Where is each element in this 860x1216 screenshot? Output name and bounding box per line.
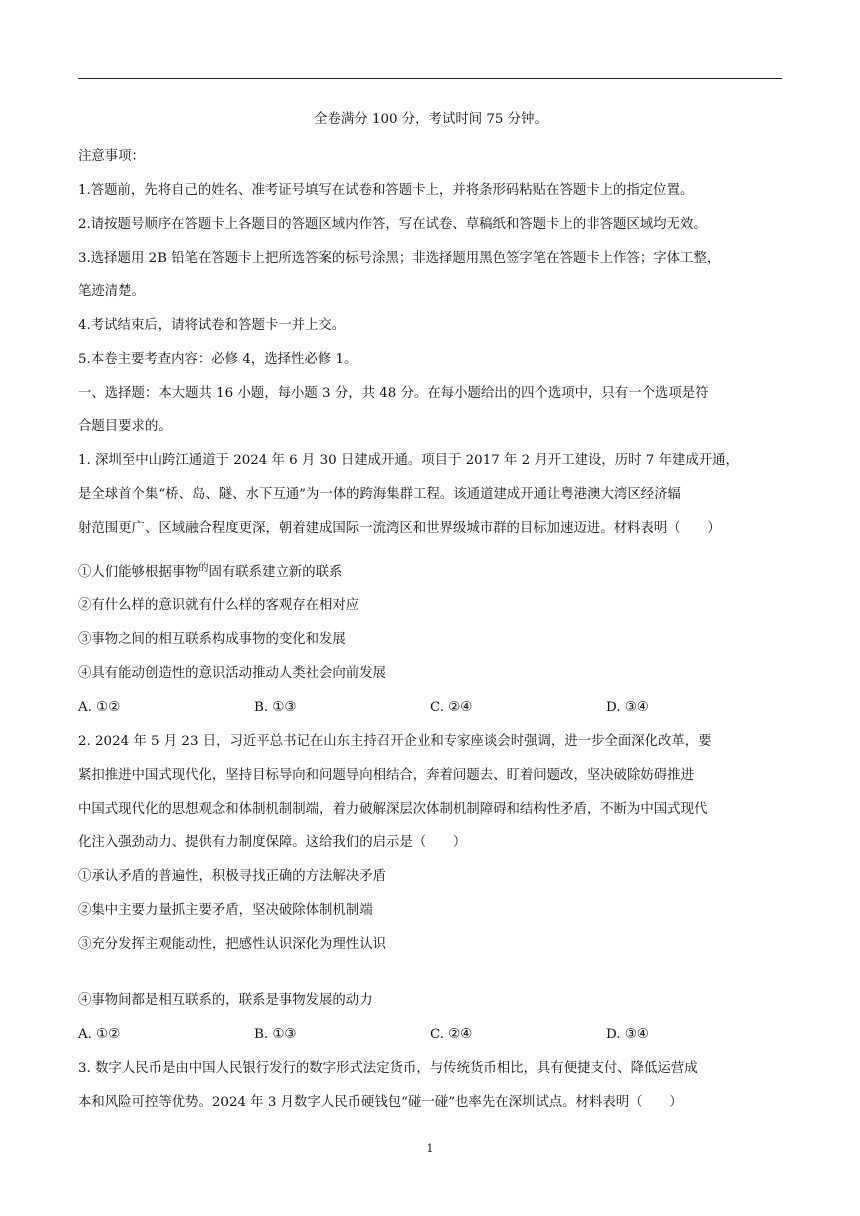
notice-item-1: 1.答题前，先将自己的姓名、准考证号填写在试卷和答题卡上，并将条形码粘贴在答题卡上的指定位置。	[78, 183, 694, 198]
q1-option-a: A. ①②	[78, 700, 121, 715]
notice-item-5: 5.本卷主要考查内容：必修 4，选择性必修 1。	[78, 352, 358, 367]
q1-statement-1	[78, 559, 784, 583]
score-time-line: 全卷满分 100 分，考试时间 75 分钟。	[314, 112, 548, 127]
q2-option-d: D. ③④	[606, 1027, 649, 1042]
q2-statement-2: ②集中主要力量抓主要矛盾，坚决破除体制机制端	[78, 903, 373, 918]
q2-statement-4: ④事物间都是相互联系的，联系是事物发展的动力	[78, 993, 373, 1008]
q1-statement-1-part-a: ①人们能够根据事物	[78, 565, 199, 580]
notice-item-3: 3.选择题用 2B 铅笔在答题卡上把所选答案的标号涂黑；非选择题用黑色签字笔在答题卡上作答；字体工整，	[78, 251, 721, 266]
section-heading-cont: 合题目要求的。	[78, 419, 172, 434]
q2-option-a: A. ①②	[78, 1027, 121, 1042]
page-number: 1	[426, 1142, 434, 1155]
q1-option-d: D. ③④	[606, 700, 649, 715]
notice-title: 注意事项：	[78, 149, 145, 164]
notice-item-4: 4.考试结束后，请将试卷和答题卡一并上交。	[78, 318, 346, 333]
q2-stem-line-4: 化注入强劲动力、提供有力制度保障。这给我们的启示是（ ）	[78, 835, 467, 850]
q2-stem-line-2: 紧扣推进中国式现代化，坚持目标导向和问题导向相结合，奔着问题去、盯着问题改，坚决破除妨碍推进	[78, 768, 694, 783]
q1-stem-line-2: 是全球首个集“桥、岛、隧、水下互通”为一体的跨海集群工程。该通道建成开通让粤港澳大湾区经济辐	[78, 487, 681, 502]
section-heading: 一、选择题：本大题共 16 小题，每小题 3 分，共 48 分。在每小题给出的四个选项中，只有一个选项是符	[78, 386, 709, 401]
notice-item-3-cont: 笔迹清楚。	[78, 284, 145, 299]
q2-statement-3: ③充分发挥主观能动性，把感性认识深化为理性认识	[78, 937, 386, 952]
q1-stem-line-3: 射范围更广、区域融合程度更深，朝着建成国际一流湾区和世界级城市群的目标加速迈进。材料表明（ ）	[78, 521, 721, 536]
q1-statement-1-part-b: 固有联系建立新的联系	[208, 565, 343, 580]
q2-option-b: B. ①③	[254, 1027, 297, 1042]
q1-statement-1-small: 的	[198, 563, 209, 574]
header-rule	[78, 78, 782, 79]
q2-stem-line-3: 中国式现代化的思想观念和体制机制制端，着力破解深层次体制机制障碍和结构性矛盾，不断为中国式现代	[78, 802, 708, 817]
q3-stem-line-1: 3. 数字人民币是由中国人民银行发行的数字形式法定货币，与传统货币相比，具有便捷支付、降低运营成	[78, 1061, 698, 1076]
q1-statement-3: ③事物之间的相互联系构成事物的变化和发展	[78, 632, 346, 647]
notice-item-2: 2.请按题号顺序在答题卡上各题目的答题区域内作答，写在试卷、草稿纸和答题卡上的非答题区域均无效。	[78, 217, 707, 232]
q1-statement-2: ②有什么样的意识就有什么样的客观存在相对应	[78, 598, 360, 613]
q1-option-b: B. ①③	[254, 700, 297, 715]
q1-option-c: C. ②④	[430, 700, 473, 715]
q3-stem-line-2: 本和风险可控等优势。2024 年 3 月数字人民币硬钱包“碰一碰”也率先在深圳试点。材料表明（ ）	[78, 1095, 683, 1110]
q1-statement-4: ④具有能动创造性的意识活动推动人类社会向前发展	[78, 666, 386, 681]
q2-stem-line-1: 2. 2024 年 5 月 23 日，习近平总书记在山东主持召开企业和专家座谈会时强调，进一步全面深化改革，要	[78, 734, 712, 749]
q2-option-c: C. ②④	[430, 1027, 473, 1042]
q2-statement-1: ①承认矛盾的普遍性，积极寻找正确的方法解决矛盾	[78, 869, 386, 884]
q1-stem-line-1: 1. 深圳至中山跨江通道于 2024 年 6 月 30 日建成开通。项目于 2017 年 2 月开工建设，历时 7 年建成开通，	[78, 453, 739, 468]
